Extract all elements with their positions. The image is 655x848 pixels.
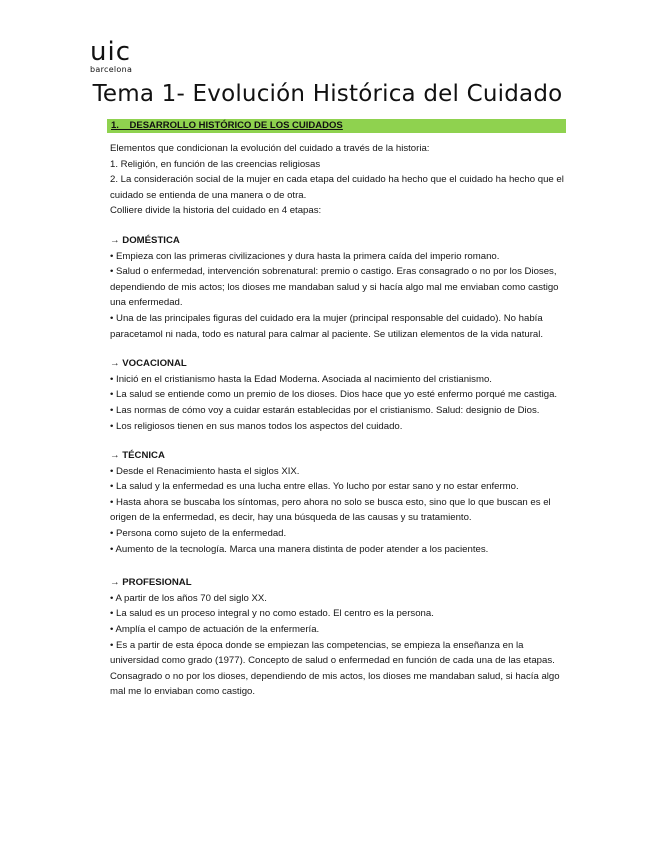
stage-item: • Persona como sujeto de la enfermedad. xyxy=(110,528,287,540)
logo-mark: uic xyxy=(90,37,131,67)
stage-item: • Los religiosos tienen en sus manos todos los aspectos del cuidado. xyxy=(110,420,403,432)
page-title: Tema 1- Evolución Histórica del Cuidado xyxy=(92,81,563,107)
stage-item: • Inició en el cristianismo hasta la Edad Moderna. Asociada al nacimiento del cristianismo. xyxy=(110,373,492,385)
document-body xyxy=(110,141,568,700)
stage-heading-tecnica: → TÉCNICA xyxy=(110,450,165,462)
stage-item: • Aumento de la tecnología. Marca una manera distinta de poder atender a los pacientes. xyxy=(110,543,489,555)
stage-item: • Las normas de cómo voy a cuidar estarán establecidas por el cristianismo. Salud: designio de Dios. xyxy=(110,404,540,416)
stage-item: • Empieza con las primeras civilizaciones y dura hasta la primera caída del imperio romano. xyxy=(110,250,500,262)
stage-item: • La salud es un proceso integral y no como estado. El centro es la persona. xyxy=(110,608,434,620)
section-number: 1. xyxy=(111,120,119,131)
stage-item: • La salud y la enfermedad es una lucha entre ellas. Yo lucho por estar sano y no estar enfermo. xyxy=(110,481,519,493)
stage-item: • Salud o enfermedad, intervención sobrenatural: premio o castigo. Eras consagrado o no por los Dioses, dependiendo de mis actos; los dioses me mandaban salud y si hacía algo mal me enviaban como castigo una enfermedad. xyxy=(110,266,559,309)
stage-item: • La salud se entiende como un premio de los dioses. Dios hace que yo esté enfermo porqué me castiga. xyxy=(110,389,558,401)
intro-line: Elementos que condicionan la evolución del cuidado a través de la historia: xyxy=(110,143,430,154)
stage-heading-vocacional: → VOCACIONAL xyxy=(110,358,187,370)
intro-line: 2. La consideración social de la mujer en cada etapa del cuidado ha hecho que el cuidado ha hecho que el cuidado se entienda de una manera o de otra. xyxy=(110,174,564,201)
intro-line: 1. Religión, en función de las creencias religiosas xyxy=(110,158,321,170)
stage-item: • A partir de los años 70 del siglo XX. xyxy=(110,592,267,604)
stage-item: • Amplía el campo de actuación de la enfermería. xyxy=(110,624,320,636)
stage-item: • Hasta ahora se buscaba los síntomas, pero ahora no solo se busca esto, sino que lo que buscan es el origen de la enfermedad, es decir, hay una búsqueda de las causas y su tratamiento. xyxy=(110,496,551,524)
intro-line: Colliere divide la historia del cuidado en 4 etapas: xyxy=(110,205,322,217)
section-title: DESARROLLO HISTÓRICO DE LOS CUIDADOS xyxy=(129,120,343,131)
section-header xyxy=(107,119,566,133)
stage-item: • Desde el Renacimiento hasta el siglos XIX. xyxy=(110,465,300,477)
stage-heading-profesional: → PROFESIONAL xyxy=(110,577,192,589)
logo-subtitle: barcelona xyxy=(90,65,133,74)
section-header-text xyxy=(111,119,343,133)
university-logo xyxy=(90,37,150,74)
stage-heading-domestica: → DOMÉSTICA xyxy=(110,234,180,246)
stage-item: • Es a partir de esta época donde se empiezan las competencias, se empieza la enseñanza en la universidad como grado (1977). Concepto de salud o enfermedad en función de cada una de las etapas. Consagrado o no por los dioses, dependiendo de mis actos, los dioses me mandaban salud, si hacía algo mal me lo enviaban como castigo. xyxy=(110,639,560,698)
stage-item: • Una de las principales figuras del cuidado era la mujer (principal responsable del cuidado). No había paracetamol ni nada, todo es natural para calmar al paciente. Se utilizan elementos de la vida natural. xyxy=(110,312,544,340)
